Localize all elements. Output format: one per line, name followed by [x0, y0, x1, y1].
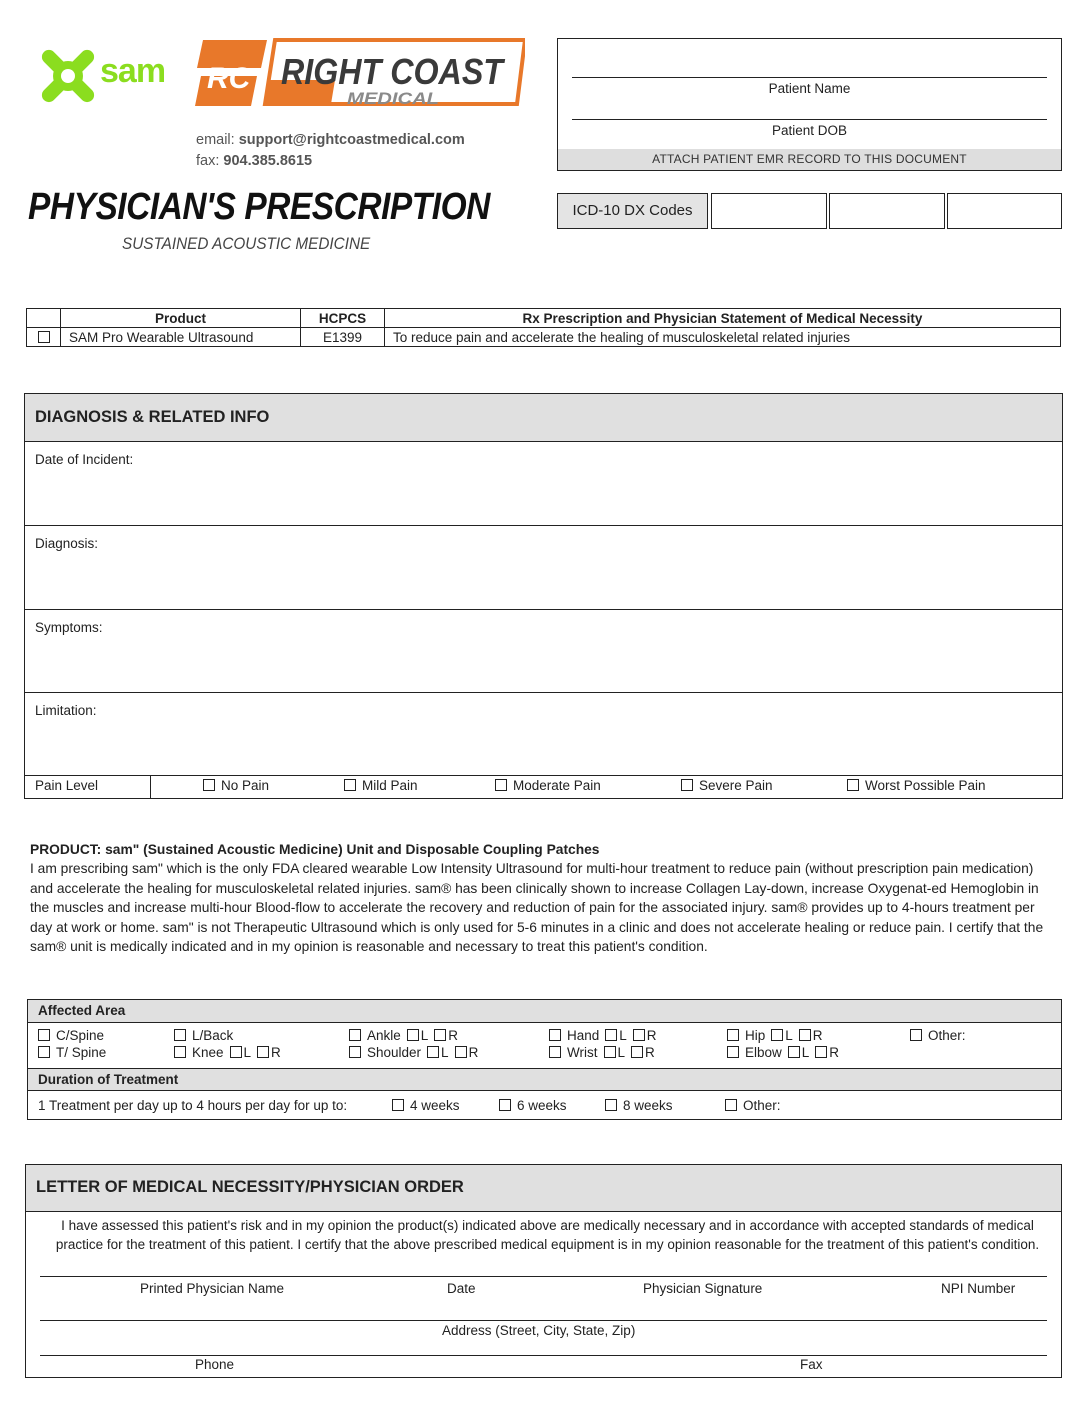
symptoms-label: Symptoms: [35, 620, 103, 635]
icd-code-field-3[interactable] [947, 193, 1062, 229]
icd-code-field-2[interactable] [829, 193, 945, 229]
pain-level-label: Pain Level [25, 775, 151, 798]
duration-4-weeks[interactable]: 4 weeks [392, 1098, 460, 1113]
duration-8-weeks[interactable]: 8 weeks [605, 1098, 673, 1113]
printed-name-label: Printed Physician Name [140, 1281, 285, 1296]
date-of-incident-label: Date of Incident: [35, 452, 134, 467]
signature-label: Physician Signature [643, 1281, 763, 1296]
icd-code-field-1[interactable] [711, 193, 827, 229]
limitation-label: Limitation: [35, 703, 97, 718]
npi-label: NPI Number [941, 1281, 1016, 1296]
date-of-incident-field[interactable] [25, 442, 1062, 526]
duration-text: 1 Treatment per day up to 4 hours per day for up to: [38, 1098, 348, 1113]
page-title: PHYSICIAN'S PRESCRIPTION [28, 186, 490, 228]
pain-option-worst[interactable]: Worst Possible Pain [847, 778, 986, 793]
address-line[interactable] [40, 1320, 1047, 1321]
area-ankle[interactable]: Ankle L R [349, 1028, 458, 1043]
fax-label: fax: [196, 153, 220, 169]
checkbox[interactable] [344, 779, 356, 791]
diagnosis-field[interactable] [25, 526, 1062, 610]
checkbox[interactable] [495, 779, 507, 791]
address-label: Address (Street, City, State, Zip) [442, 1323, 636, 1338]
email-link[interactable]: support@rightcoastmedical.com [238, 132, 465, 148]
area-cspine[interactable]: C/Spine [38, 1028, 104, 1043]
fax-label: Fax [800, 1357, 823, 1372]
fax-number: 904.385.8615 [223, 153, 313, 169]
right-coast-logo-icon [195, 38, 525, 106]
col-hcpcs: HCPCS [301, 309, 385, 328]
pain-option-mild[interactable]: Mild Pain [344, 778, 418, 793]
patient-dob-label: Patient DOB [771, 123, 848, 138]
duration-other[interactable]: Other: [725, 1098, 781, 1113]
sam-brand-text: sam [100, 52, 166, 90]
product-table [26, 308, 1061, 347]
letter-body: I have assessed this patient's risk and in my opinion the product(s) indicated above are medically necessary and in accordance with accepted standards of medical practice for the treatment of this patient. I certify that the above prescribed medical equipment is in my opinion reasonable for the treatment of this patient's condition. [55, 1218, 1040, 1252]
diagnosis-label: Diagnosis: [35, 536, 99, 551]
area-wrist[interactable]: Wrist L R [549, 1045, 655, 1060]
product-name: SAM Pro Wearable Ultrasound [61, 328, 301, 347]
svg-text:RC: RC [207, 62, 251, 95]
duration-6-weeks[interactable]: 6 weeks [499, 1098, 567, 1113]
col-product: Product [61, 309, 301, 328]
area-other[interactable]: Other: [910, 1028, 966, 1043]
area-shoulder[interactable]: Shoulder L R [349, 1045, 478, 1060]
area-lback[interactable]: L/Back [174, 1028, 233, 1043]
physician-line[interactable] [40, 1276, 1047, 1277]
email-label: email: [196, 132, 235, 148]
product-statement: To reduce pain and accelerate the healing of musculoskeletal related injuries [385, 328, 1061, 347]
area-hip[interactable]: Hip L R [727, 1028, 823, 1043]
phone-label: Phone [195, 1357, 235, 1372]
contact-info [196, 130, 465, 172]
col-statement: Rx Prescription and Physician Statement of Medical Necessity [385, 309, 1061, 328]
table-row [27, 328, 1061, 347]
patient-name-label: Patient Name [768, 81, 851, 96]
limitation-field[interactable] [25, 693, 1062, 776]
affected-area-section [27, 999, 1062, 1120]
pain-option-moderate[interactable]: Moderate Pain [495, 778, 601, 793]
diagnosis-title: DIAGNOSIS & RELATED INFO [25, 394, 1062, 442]
letter-section [25, 1164, 1062, 1378]
product-heading: PRODUCT: sam" (Sustained Acoustic Medicine) Unit and Disposable Coupling Patches [30, 842, 600, 857]
pain-option-none[interactable]: No Pain [203, 778, 269, 793]
symptoms-field[interactable] [25, 610, 1062, 693]
emr-note: ATTACH PATIENT EMR RECORD TO THIS DOCUMENT [558, 149, 1061, 170]
checkbox[interactable] [847, 779, 859, 791]
checkbox[interactable] [203, 779, 215, 791]
icd-codes-label: ICD-10 DX Codes [557, 193, 708, 229]
checkbox[interactable] [681, 779, 693, 791]
area-knee[interactable]: Knee L R [174, 1045, 281, 1060]
letter-title: LETTER OF MEDICAL NECESSITY/PHYSICIAN ORDER [26, 1165, 1061, 1212]
product-description [30, 840, 1060, 956]
affected-area-title: Affected Area [28, 1000, 1061, 1023]
product-hcpcs: E1399 [301, 328, 385, 347]
date-label: Date [447, 1281, 476, 1296]
pain-option-severe[interactable]: Severe Pain [681, 778, 773, 793]
area-hand[interactable]: Hand L R [549, 1028, 657, 1043]
area-elbow[interactable]: Elbow L R [727, 1045, 839, 1060]
rc-brand-line1: RIGHT COAST [281, 51, 506, 92]
pain-level-row [25, 775, 1062, 798]
area-tspine[interactable]: T/ Spine [38, 1045, 106, 1060]
product-checkbox[interactable] [38, 331, 50, 343]
product-body: I am prescribing sam" which is the only FDA cleared wearable Low Intensity Ultrasound for multi-hour treatment to reduce pain (without prescription pain medication) and accelerate the healing for musculoskeletal related injuries. sam® has been clinically shown to increase Collagen Lay-down, increase Oxygenat-ed Hemoglobin in the muscles and increase multi-hour Blood-flow to accelerate the recovery and reduction of pain for the associated injury. sam® provides up to 4-hours treatment per day at work or home. sam" is not Therapeutic Ultrasound which is only used for 5-6 minutes in a clinic and does not accelerate healing or reduce pain. I certify that the sam® unit is medically indicated and in my opinion is reasonable and necessary to treat this patient's condition. [30, 861, 1044, 955]
diagnosis-section [24, 393, 1063, 799]
rc-brand-line2: MEDICAL [347, 89, 439, 106]
patient-dob-line[interactable] [572, 119, 1047, 120]
phone-fax-line[interactable] [40, 1355, 1047, 1356]
page-subtitle: SUSTAINED ACOUSTIC MEDICINE [122, 234, 371, 253]
patient-info-box [557, 38, 1062, 171]
duration-title: Duration of Treatment [28, 1068, 1061, 1091]
patient-name-line[interactable] [572, 77, 1047, 78]
